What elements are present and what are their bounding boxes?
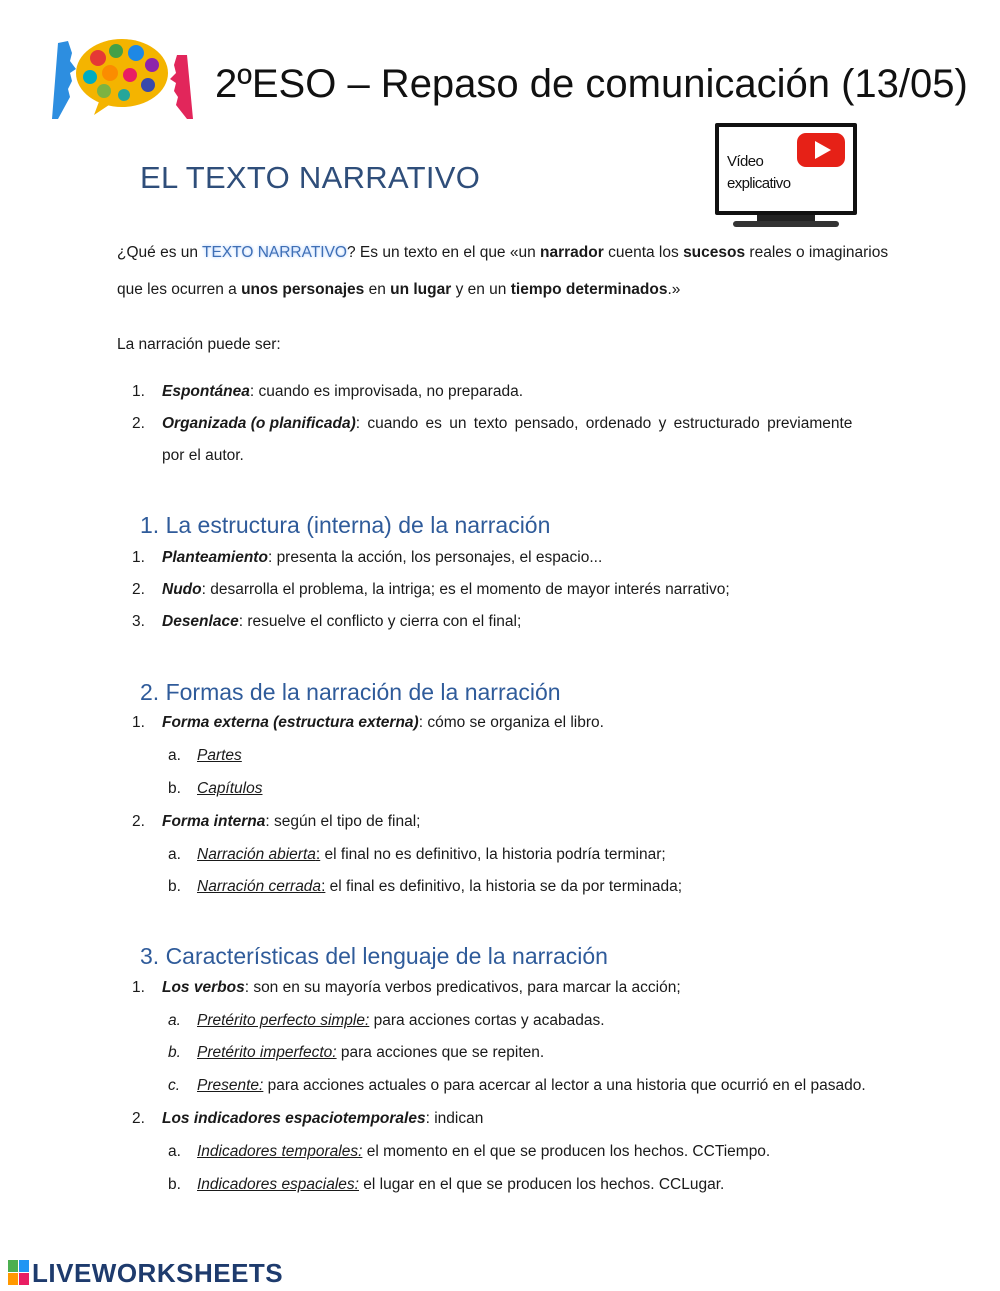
list-item: 2. Forma interna: según el tipo de final; [132, 813, 421, 830]
section-heading-3: 3. Características del lenguaje de la narración [140, 943, 608, 969]
intro-line-1: ¿Qué es un TEXTO NARRATIVO? Es un texto en el que «un narrador cuenta los sucesos reales o imaginarios [117, 244, 889, 261]
section-heading-1: 1. La estructura (interna) de la narración [140, 512, 551, 538]
intro-line-2: que les ocurren a unos personajes en un lugar y en un tiempo determinados.» [117, 281, 681, 298]
list-item: a. Indicadores temporales: el momento en el que se producen los hechos. CCTiempo. [168, 1143, 771, 1160]
list-item: 1. Planteamiento: presenta la acción, los personajes, el espacio... [132, 549, 603, 566]
list-item: b. Narración cerrada: el final es definitivo, la historia se da por terminada; [168, 878, 683, 895]
list-item: b. Indicadores espaciales: el lugar en el que se producen los hechos. CCLugar. [168, 1176, 725, 1193]
list-item: a. Pretérito perfecto simple: para acciones cortas y acabadas. [168, 1012, 605, 1029]
list-item: a. Narración abierta: el final no es definitivo, la historia podría terminar; [168, 846, 666, 863]
narracion-lead: La narración puede ser: [117, 336, 281, 353]
video-link-button[interactable] [713, 121, 859, 230]
list-item: b. Capítulos [168, 780, 263, 797]
list-item: 2. Los indicadores espaciotemporales: indican [132, 1110, 484, 1127]
list-item: 3. Desenlace: resuelve el conflicto y cierra con el final; [132, 613, 522, 630]
list-item: 1. Los verbos: son en su mayoría verbos predicativos, para marcar la acción; [132, 979, 681, 996]
list-item: 1. Espontánea: cuando es improvisada, no preparada. [132, 383, 524, 400]
list-item: b. Pretérito imperfecto: para acciones que se repiten. [168, 1044, 545, 1061]
faces-speech-icon [50, 33, 195, 123]
main-heading: EL TEXTO NARRATIVO [140, 160, 481, 195]
list-item: a. Partes [168, 747, 242, 764]
list-item: 2. Nudo: desarrolla el problema, la intriga; es el momento de mayor interés narrativo; [132, 581, 730, 598]
liveworksheets-logo-icon [8, 1260, 30, 1286]
communication-logo [50, 33, 195, 123]
list-item-continuation: por el autor. [162, 447, 244, 464]
list-item: c. Presente: para acciones actuales o para acercar al lector a una historia que ocurrió en el pasado. [168, 1077, 866, 1094]
video-label-line2: explicativo [727, 175, 791, 192]
page-title: 2ºESO – Repaso de comunicación (13/05) [215, 62, 968, 106]
liveworksheets-brand[interactable]: LIVEWORKSHEETS [32, 1258, 284, 1288]
video-label-line1: Vídeo [727, 153, 764, 170]
texto-narrativo-link[interactable]: TEXTO NARRATIVO [202, 244, 347, 261]
section-heading-2: 2. Formas de la narración de la narración [140, 679, 561, 705]
list-item: 2. Organizada (o planificada): cuando es un texto pensado, ordenado y estructurado previamente [132, 415, 853, 432]
list-item: 1. Forma externa (estructura externa): cómo se organiza el libro. [132, 714, 604, 731]
